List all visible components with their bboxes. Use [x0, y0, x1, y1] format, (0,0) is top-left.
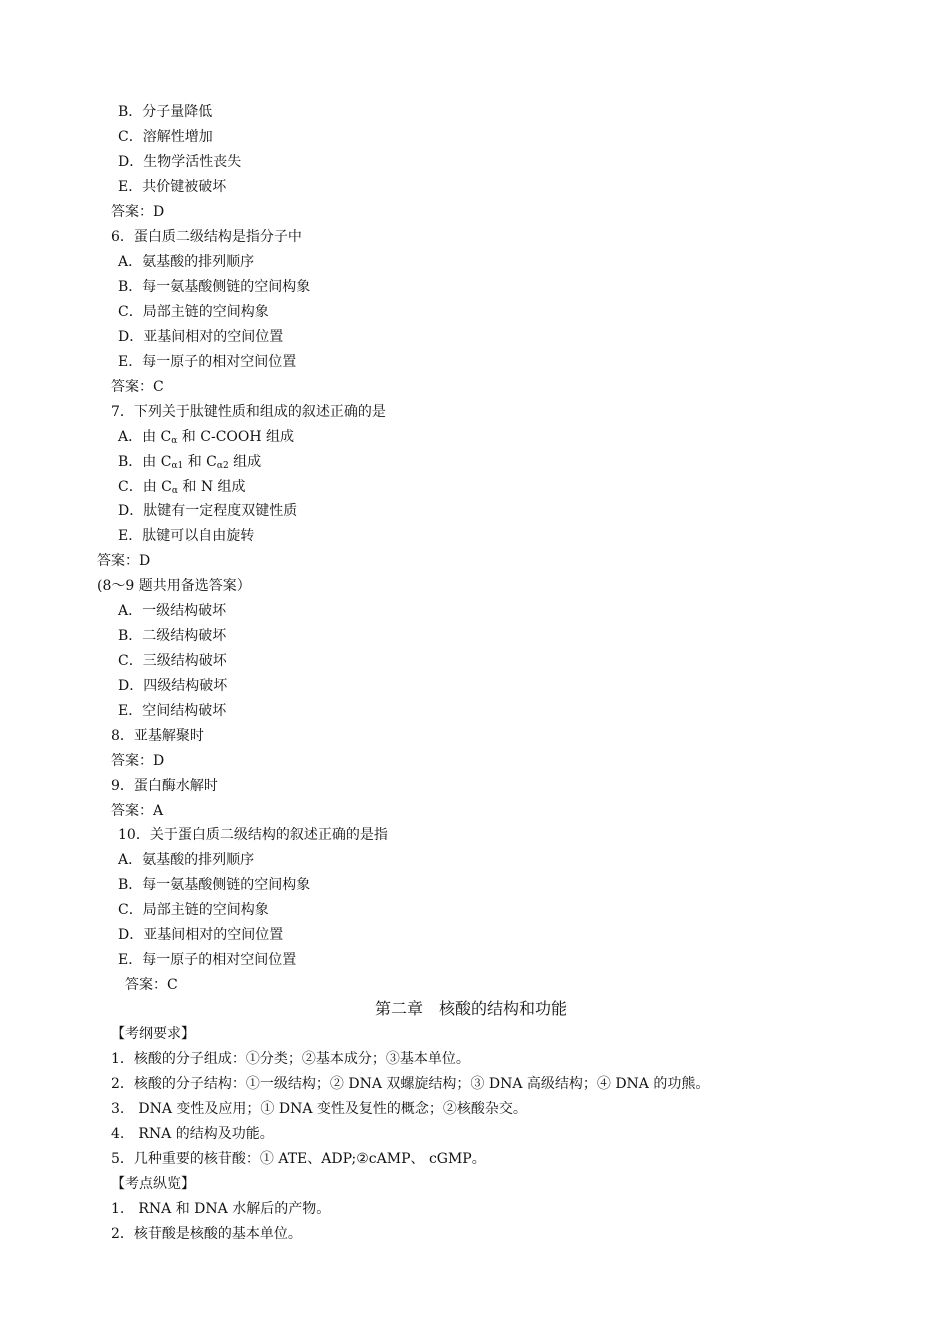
answer-10: 答案：C: [125, 977, 178, 993]
q10-option-d: D．亚基间相对的空间位置: [118, 927, 284, 943]
question-7: 7．下列关于肽键性质和组成的叙述正确的是: [111, 404, 386, 420]
q6-option-a: A．氨基酸的排列顺序: [118, 254, 255, 270]
shared-option-e: E．空间结构破坏: [118, 703, 227, 719]
q10-option-c: C．局部主链的空间构象: [118, 902, 269, 918]
overview-item-2: 2．核苷酸是核酸的基本单位。: [111, 1226, 302, 1242]
answer-5: 答案：D: [111, 204, 165, 220]
q7-option-a: A．由 $C_\alpha$ 和 C-COOH 组成: [118, 429, 295, 446]
answer-7: 答案：D: [97, 553, 151, 569]
q6-option-c: C．局部主链的空间构象: [118, 304, 269, 320]
shared-option-a: A．一级结构破坏: [118, 603, 227, 619]
chapter-title: 第二章 核酸的结构和功能: [375, 999, 568, 1018]
question-9: 9．蛋白酶水解时: [111, 778, 218, 794]
overview-heading: 【考点纵览】: [111, 1176, 195, 1192]
question-10: 10．关于蛋白质二级结构的叙述正确的是指: [118, 827, 388, 843]
answer-8: 答案：D: [111, 753, 165, 769]
q7-option-e: E．肽键可以自由旋转: [118, 528, 255, 544]
q7-option-b: B．由 $C_{\alpha 1}$ 和 $C_{\alpha 2}$ 组成: [118, 454, 262, 471]
syllabus-item-5: 5．几种重要的核苷酸：① ATE、ADP;②cAMP、 cGMP。: [111, 1151, 486, 1167]
syllabus-heading: 【考纲要求】: [111, 1026, 195, 1042]
syllabus-item-1: 1．核酸的分子组成：①分类；②基本成分；③基本单位。: [111, 1051, 470, 1067]
answer-6: 答案：C: [111, 379, 164, 395]
answer-9: 答案：A: [111, 803, 164, 819]
option-e-covalent-bond: E．共价键被破坏: [118, 179, 227, 195]
shared-option-c: C．三级结构破坏: [118, 653, 227, 669]
syllabus-item-4: 4. RNA 的结构及功能。: [111, 1126, 274, 1142]
q6-option-d: D．亚基间相对的空间位置: [118, 329, 284, 345]
question-6: 6．蛋白质二级结构是指分子中: [111, 229, 302, 245]
option-b-molecular-weight: B．分子量降低: [118, 104, 213, 120]
q7-option-d: D．肽键有一定程度双键性质: [118, 503, 298, 519]
q10-option-b: B．每一氨基酸侧链的空间构象: [118, 877, 311, 893]
shared-option-b: B．二级结构破坏: [118, 628, 227, 644]
overview-item-1: 1. RNA 和 DNA 水解后的产物。: [111, 1201, 331, 1217]
q6-option-b: B．每一氨基酸侧链的空间构象: [118, 279, 311, 295]
q7-option-c: C．由 $C_\alpha$ 和 N 组成: [118, 479, 246, 496]
question-8: 8．亚基解聚时: [111, 728, 204, 744]
shared-options-heading: (8～9 题共用备选答案）: [97, 578, 251, 594]
shared-option-d: D．四级结构破坏: [118, 678, 228, 694]
q6-option-e: E．每一原子的相对空间位置: [118, 354, 297, 370]
syllabus-item-2: 2．核酸的分子结构：①一级结构；② DNA 双螺旋结构；③ DNA 高级结构；④ DNA 的功熊。: [111, 1076, 710, 1092]
q10-option-a: A．氨基酸的排列顺序: [118, 852, 255, 868]
syllabus-item-3: 3. DNA 变性及应用；① DNA 变性及复性的概念；②核酸杂交。: [111, 1101, 527, 1117]
option-c-solubility: C．溶解性增加: [118, 129, 213, 145]
option-d-bioactivity: D．生物学活性丧失: [118, 154, 242, 170]
q10-option-e: E．每一原子的相对空间位置: [118, 952, 297, 968]
